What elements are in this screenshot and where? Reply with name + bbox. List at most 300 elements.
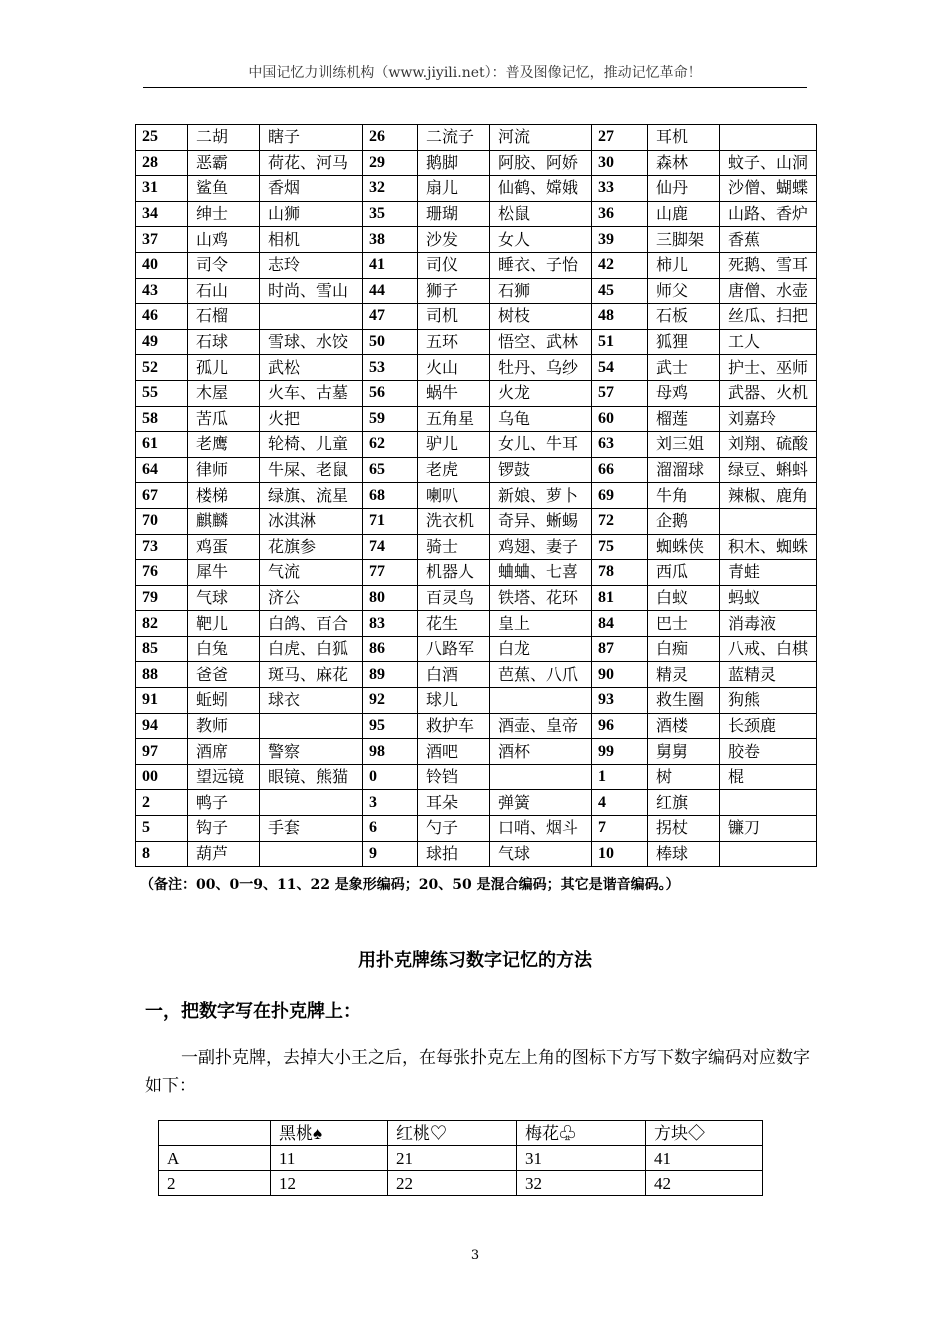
code-word-cell: 气流 xyxy=(260,560,363,586)
code-number-cell: 33 xyxy=(592,176,648,202)
code-word-cell: 五角星 xyxy=(418,406,490,432)
code-word-cell: 火龙 xyxy=(490,380,592,406)
code-word-cell xyxy=(720,790,817,816)
code-word-cell: 酒壶、皇帝 xyxy=(490,713,592,739)
code-word-cell xyxy=(720,508,817,534)
code-word-cell: 企鹅 xyxy=(648,508,720,534)
code-word-cell: 钩子 xyxy=(188,816,260,842)
code-word-cell xyxy=(260,841,363,867)
code-word-cell: 铃铛 xyxy=(418,764,490,790)
code-number-cell: 1 xyxy=(592,764,648,790)
code-word-cell: 巴士 xyxy=(648,611,720,637)
card-rank-cell: 2 xyxy=(159,1171,271,1196)
code-word-cell xyxy=(260,790,363,816)
code-number-cell: 49 xyxy=(136,329,188,355)
code-number-cell: 78 xyxy=(592,560,648,586)
card-number-table xyxy=(158,1120,763,1196)
code-word-cell: 火山 xyxy=(418,355,490,381)
code-number-cell: 27 xyxy=(592,125,648,151)
code-number-cell: 94 xyxy=(136,713,188,739)
code-word-cell: 恶霸 xyxy=(188,150,260,176)
code-number-cell: 8 xyxy=(136,841,188,867)
code-word-cell: 爸爸 xyxy=(188,662,260,688)
code-word-cell: 轮椅、儿童 xyxy=(260,432,363,458)
code-number-cell: 82 xyxy=(136,611,188,637)
code-word-cell: 勺子 xyxy=(418,816,490,842)
suit-header-cell: 黑桃♠ xyxy=(271,1121,388,1146)
code-word-cell: 救护车 xyxy=(418,713,490,739)
table-header-row xyxy=(159,1121,763,1146)
code-word-cell: 鸡翅、妻子 xyxy=(490,534,592,560)
code-number-cell: 5 xyxy=(136,816,188,842)
code-number-cell: 81 xyxy=(592,585,648,611)
code-word-cell: 山路、香炉 xyxy=(720,201,817,227)
code-word-cell: 球衣 xyxy=(260,688,363,714)
table-row xyxy=(136,636,817,662)
code-word-cell: 狮子 xyxy=(418,278,490,304)
code-number-cell: 40 xyxy=(136,252,188,278)
code-number-cell: 37 xyxy=(136,227,188,253)
table-row xyxy=(136,764,817,790)
code-word-cell: 长颈鹿 xyxy=(720,713,817,739)
code-word-cell: 奇异、蜥蜴 xyxy=(490,508,592,534)
code-word-cell: 锣鼓 xyxy=(490,457,592,483)
table-row xyxy=(136,534,817,560)
code-word-cell: 睡衣、子怡 xyxy=(490,252,592,278)
code-number-cell: 54 xyxy=(592,355,648,381)
section-title: 用扑克牌练习数字记忆的方法 xyxy=(358,950,592,971)
table-row xyxy=(136,611,817,637)
code-number-cell: 71 xyxy=(363,508,418,534)
code-word-cell: 乌龟 xyxy=(490,406,592,432)
code-number-cell: 32 xyxy=(363,176,418,202)
code-word-cell: 胶卷 xyxy=(720,739,817,765)
code-word-cell: 石狮 xyxy=(490,278,592,304)
number-code-table xyxy=(135,124,817,867)
code-word-cell: 珊瑚 xyxy=(418,201,490,227)
code-word-cell: 武松 xyxy=(260,355,363,381)
code-number-cell: 25 xyxy=(136,125,188,151)
code-number-cell: 59 xyxy=(363,406,418,432)
code-word-cell: 石山 xyxy=(188,278,260,304)
code-word-cell: 司令 xyxy=(188,252,260,278)
card-number-cell: 32 xyxy=(517,1171,646,1196)
code-word-cell: 红旗 xyxy=(648,790,720,816)
code-word-cell: 森林 xyxy=(648,150,720,176)
code-word-cell: 酒楼 xyxy=(648,713,720,739)
code-word-cell: 弹簧 xyxy=(490,790,592,816)
code-word-cell: 树枝 xyxy=(490,304,592,330)
code-word-cell: 老鹰 xyxy=(188,432,260,458)
code-word-cell: 蓝精灵 xyxy=(720,662,817,688)
card-number-cell: 21 xyxy=(388,1146,517,1171)
code-word-cell: 狗熊 xyxy=(720,688,817,714)
code-word-cell: 悟空、武林 xyxy=(490,329,592,355)
table-row xyxy=(136,329,817,355)
code-number-cell: 47 xyxy=(363,304,418,330)
card-number-cell: 22 xyxy=(388,1171,517,1196)
code-number-cell: 80 xyxy=(363,585,418,611)
code-word-cell xyxy=(490,764,592,790)
intro-paragraph: 一副扑克牌，去掉大小王之后，在每张扑克左上角的图标下方写下数字编码对应数字如下： xyxy=(145,1048,810,1096)
table-row xyxy=(136,841,817,867)
code-word-cell: 蚂蚁 xyxy=(720,585,817,611)
code-number-cell: 66 xyxy=(592,457,648,483)
card-number-cell: 31 xyxy=(517,1146,646,1171)
code-word-cell: 香烟 xyxy=(260,176,363,202)
code-word-cell: 驴儿 xyxy=(418,432,490,458)
card-number-table-body xyxy=(159,1121,763,1196)
code-word-cell: 护士、巫师 xyxy=(720,355,817,381)
code-word-cell: 荷花、河马 xyxy=(260,150,363,176)
code-word-cell: 白酒 xyxy=(418,662,490,688)
code-number-cell: 41 xyxy=(363,252,418,278)
code-word-cell: 蜗牛 xyxy=(418,380,490,406)
code-word-cell: 气球 xyxy=(490,841,592,867)
code-number-cell: 34 xyxy=(136,201,188,227)
page-number: 3 xyxy=(470,1248,480,1263)
code-word-cell: 棒球 xyxy=(648,841,720,867)
code-word-cell: 丝瓜、扫把 xyxy=(720,304,817,330)
code-word-cell: 司机 xyxy=(418,304,490,330)
suit-header-cell: 方块◇ xyxy=(646,1121,763,1146)
code-number-cell: 99 xyxy=(592,739,648,765)
code-word-cell: 白痴 xyxy=(648,636,720,662)
table-row xyxy=(136,304,817,330)
code-word-cell: 蚊子、山洞 xyxy=(720,150,817,176)
code-word-cell: 志玲 xyxy=(260,252,363,278)
table-row xyxy=(136,150,817,176)
code-word-cell xyxy=(720,125,817,151)
code-word-cell: 手套 xyxy=(260,816,363,842)
code-word-cell xyxy=(260,304,363,330)
suit-header-cell: 梅花♧ xyxy=(517,1121,646,1146)
table-row xyxy=(136,380,817,406)
code-word-cell: 骑士 xyxy=(418,534,490,560)
code-number-cell: 61 xyxy=(136,432,188,458)
suit-header-cell xyxy=(159,1121,271,1146)
code-word-cell: 花生 xyxy=(418,611,490,637)
code-number-cell: 93 xyxy=(592,688,648,714)
code-number-cell: 70 xyxy=(136,508,188,534)
code-word-cell: 精灵 xyxy=(648,662,720,688)
code-word-cell: 警察 xyxy=(260,739,363,765)
code-word-cell: 口哨、烟斗 xyxy=(490,816,592,842)
table-row xyxy=(136,432,817,458)
code-word-cell: 靶儿 xyxy=(188,611,260,637)
code-word-cell: 山鸡 xyxy=(188,227,260,253)
code-word-cell: 芭蕉、八爪 xyxy=(490,662,592,688)
code-word-cell: 河流 xyxy=(490,125,592,151)
code-word-cell: 酒席 xyxy=(188,739,260,765)
code-word-cell: 舅舅 xyxy=(648,739,720,765)
code-word-cell: 喇叭 xyxy=(418,483,490,509)
table-row xyxy=(159,1171,763,1196)
code-word-cell: 鸡蛋 xyxy=(188,534,260,560)
code-word-cell: 沙发 xyxy=(418,227,490,253)
code-number-cell: 48 xyxy=(592,304,648,330)
table-row xyxy=(136,713,817,739)
code-word-cell: 沙僧、蝴蝶 xyxy=(720,176,817,202)
code-word-cell: 白鸽、百合 xyxy=(260,611,363,637)
code-number-cell: 92 xyxy=(363,688,418,714)
table-row xyxy=(136,355,817,381)
table-row xyxy=(136,585,817,611)
table-row xyxy=(136,688,817,714)
table-row xyxy=(136,278,817,304)
code-word-cell: 鲨鱼 xyxy=(188,176,260,202)
code-number-cell: 29 xyxy=(363,150,418,176)
code-word-cell: 女儿、牛耳 xyxy=(490,432,592,458)
code-word-cell: 镰刀 xyxy=(720,816,817,842)
code-number-cell: 52 xyxy=(136,355,188,381)
code-number-cell: 45 xyxy=(592,278,648,304)
code-word-cell: 犀牛 xyxy=(188,560,260,586)
code-word-cell: 石榴 xyxy=(188,304,260,330)
table-row xyxy=(136,252,817,278)
code-number-cell: 72 xyxy=(592,508,648,534)
code-number-cell: 9 xyxy=(363,841,418,867)
code-word-cell: 狐狸 xyxy=(648,329,720,355)
code-word-cell: 救生圈 xyxy=(648,688,720,714)
code-word-cell: 冰淇淋 xyxy=(260,508,363,534)
code-number-cell: 58 xyxy=(136,406,188,432)
code-number-cell: 60 xyxy=(592,406,648,432)
code-number-cell: 77 xyxy=(363,560,418,586)
code-word-cell: 铁塔、花环 xyxy=(490,585,592,611)
code-word-cell: 新娘、萝卜 xyxy=(490,483,592,509)
code-number-cell: 42 xyxy=(592,252,648,278)
code-number-cell: 85 xyxy=(136,636,188,662)
code-word-cell: 酒吧 xyxy=(418,739,490,765)
card-number-cell: 42 xyxy=(646,1171,763,1196)
code-word-cell: 司仪 xyxy=(418,252,490,278)
code-number-cell: 6 xyxy=(363,816,418,842)
code-word-cell: 柿儿 xyxy=(648,252,720,278)
table-row xyxy=(136,176,817,202)
code-number-cell: 39 xyxy=(592,227,648,253)
code-number-cell: 57 xyxy=(592,380,648,406)
code-word-cell: 棍 xyxy=(720,764,817,790)
code-word-cell: 葫芦 xyxy=(188,841,260,867)
code-word-cell: 拐杖 xyxy=(648,816,720,842)
table-row xyxy=(136,227,817,253)
code-number-cell: 36 xyxy=(592,201,648,227)
code-word-cell: 仙鹤、嫦娥 xyxy=(490,176,592,202)
code-number-cell: 00 xyxy=(136,764,188,790)
code-word-cell: 绿豆、蝌蚪 xyxy=(720,457,817,483)
code-number-cell: 90 xyxy=(592,662,648,688)
code-word-cell: 瞎子 xyxy=(260,125,363,151)
table-row xyxy=(136,662,817,688)
code-word-cell: 绅士 xyxy=(188,201,260,227)
code-word-cell: 气球 xyxy=(188,585,260,611)
code-number-cell: 74 xyxy=(363,534,418,560)
code-word-cell: 石球 xyxy=(188,329,260,355)
code-word-cell: 武士 xyxy=(648,355,720,381)
code-word-cell: 牛屎、老鼠 xyxy=(260,457,363,483)
code-word-cell: 工人 xyxy=(720,329,817,355)
code-word-cell: 武器、火机 xyxy=(720,380,817,406)
code-number-cell: 95 xyxy=(363,713,418,739)
code-word-cell xyxy=(720,841,817,867)
code-word-cell: 母鸡 xyxy=(648,380,720,406)
code-note: （备注：00、0一9、11、22 是象形编码；20、50 是混合编码；其它是谐音编码。） xyxy=(140,877,680,893)
code-number-cell: 31 xyxy=(136,176,188,202)
code-number-cell: 65 xyxy=(363,457,418,483)
code-word-cell: 球儿 xyxy=(418,688,490,714)
table-row xyxy=(136,816,817,842)
code-number-cell: 68 xyxy=(363,483,418,509)
code-number-cell: 53 xyxy=(363,355,418,381)
code-word-cell: 山狮 xyxy=(260,201,363,227)
code-number-cell: 51 xyxy=(592,329,648,355)
code-word-cell: 酒杯 xyxy=(490,739,592,765)
page-header: 中国记忆力训练机构（www.jiyili.net）：普及图像记忆，推动记忆革命！ xyxy=(143,62,807,88)
code-word-cell xyxy=(260,713,363,739)
code-word-cell: 溜溜球 xyxy=(648,457,720,483)
code-word-cell: 白蚁 xyxy=(648,585,720,611)
code-number-cell: 63 xyxy=(592,432,648,458)
code-word-cell: 鹅脚 xyxy=(418,150,490,176)
code-word-cell: 律师 xyxy=(188,457,260,483)
table-row xyxy=(136,406,817,432)
code-word-cell: 榴莲 xyxy=(648,406,720,432)
code-word-cell: 石板 xyxy=(648,304,720,330)
code-word-cell: 唐僧、水壶 xyxy=(720,278,817,304)
code-word-cell: 花旗参 xyxy=(260,534,363,560)
code-word-cell: 火把 xyxy=(260,406,363,432)
code-number-cell: 83 xyxy=(363,611,418,637)
suit-header-cell: 红桃♡ xyxy=(388,1121,517,1146)
table-row xyxy=(136,483,817,509)
code-word-cell: 苦瓜 xyxy=(188,406,260,432)
table-row xyxy=(136,508,817,534)
code-word-cell: 楼梯 xyxy=(188,483,260,509)
code-number-cell: 46 xyxy=(136,304,188,330)
code-word-cell: 白兔 xyxy=(188,636,260,662)
code-word-cell: 三脚架 xyxy=(648,227,720,253)
table-row xyxy=(136,739,817,765)
code-number-cell: 10 xyxy=(592,841,648,867)
code-word-cell: 老虎 xyxy=(418,457,490,483)
code-number-cell: 28 xyxy=(136,150,188,176)
table-row xyxy=(136,125,817,151)
code-number-cell: 87 xyxy=(592,636,648,662)
code-word-cell: 西瓜 xyxy=(648,560,720,586)
code-word-cell: 皇上 xyxy=(490,611,592,637)
code-number-cell: 97 xyxy=(136,739,188,765)
code-word-cell: 刘三姐 xyxy=(648,432,720,458)
code-number-cell: 91 xyxy=(136,688,188,714)
code-word-cell: 死鹅、雪耳 xyxy=(720,252,817,278)
code-number-cell: 96 xyxy=(592,713,648,739)
code-word-cell: 火车、古墓 xyxy=(260,380,363,406)
code-word-cell: 斑马、麻花 xyxy=(260,662,363,688)
code-word-cell: 牛角 xyxy=(648,483,720,509)
code-word-cell: 山鹿 xyxy=(648,201,720,227)
code-word-cell: 木屋 xyxy=(188,380,260,406)
code-word-cell: 鸭子 xyxy=(188,790,260,816)
code-word-cell: 蜘蛛侠 xyxy=(648,534,720,560)
code-word-cell: 机器人 xyxy=(418,560,490,586)
code-number-cell: 0 xyxy=(363,764,418,790)
code-word-cell: 球拍 xyxy=(418,841,490,867)
code-number-cell: 56 xyxy=(363,380,418,406)
code-word-cell: 白虎、白狐 xyxy=(260,636,363,662)
code-number-cell: 50 xyxy=(363,329,418,355)
subheading: 一，把数字写在扑克牌上： xyxy=(145,1001,361,1022)
code-number-cell: 75 xyxy=(592,534,648,560)
table-row xyxy=(136,560,817,586)
card-rank-cell: A xyxy=(159,1146,271,1171)
code-word-cell: 刘嘉玲 xyxy=(720,406,817,432)
code-number-cell: 67 xyxy=(136,483,188,509)
code-word-cell: 师父 xyxy=(648,278,720,304)
table-row xyxy=(136,201,817,227)
code-word-cell: 望远镜 xyxy=(188,764,260,790)
code-number-cell: 98 xyxy=(363,739,418,765)
code-number-cell: 44 xyxy=(363,278,418,304)
code-word-cell: 消毒液 xyxy=(720,611,817,637)
code-number-cell: 7 xyxy=(592,816,648,842)
code-word-cell: 蚯蚓 xyxy=(188,688,260,714)
code-number-cell: 73 xyxy=(136,534,188,560)
code-word-cell: 女人 xyxy=(490,227,592,253)
code-number-cell: 43 xyxy=(136,278,188,304)
code-number-cell: 86 xyxy=(363,636,418,662)
code-word-cell: 仙丹 xyxy=(648,176,720,202)
code-word-cell: 济公 xyxy=(260,585,363,611)
code-number-cell: 3 xyxy=(363,790,418,816)
code-word-cell: 树 xyxy=(648,764,720,790)
table-row xyxy=(159,1146,763,1171)
code-number-cell: 30 xyxy=(592,150,648,176)
table-row xyxy=(136,457,817,483)
code-word-cell: 雪球、水饺 xyxy=(260,329,363,355)
code-word-cell: 青蛙 xyxy=(720,560,817,586)
code-word-cell: 眼镜、熊猫 xyxy=(260,764,363,790)
code-word-cell: 相机 xyxy=(260,227,363,253)
code-number-cell: 26 xyxy=(363,125,418,151)
code-number-cell: 69 xyxy=(592,483,648,509)
code-number-cell: 62 xyxy=(363,432,418,458)
code-word-cell: 麒麟 xyxy=(188,508,260,534)
code-word-cell: 绿旗、流星 xyxy=(260,483,363,509)
code-number-cell: 79 xyxy=(136,585,188,611)
code-word-cell: 白龙 xyxy=(490,636,592,662)
code-word-cell: 阿胶、阿娇 xyxy=(490,150,592,176)
number-code-table-body xyxy=(136,125,817,867)
code-word-cell: 八路军 xyxy=(418,636,490,662)
code-number-cell: 55 xyxy=(136,380,188,406)
code-word-cell: 耳朵 xyxy=(418,790,490,816)
code-number-cell: 64 xyxy=(136,457,188,483)
table-row xyxy=(136,790,817,816)
code-word-cell: 耳机 xyxy=(648,125,720,151)
code-number-cell: 88 xyxy=(136,662,188,688)
code-number-cell: 2 xyxy=(136,790,188,816)
code-number-cell: 76 xyxy=(136,560,188,586)
code-word-cell: 五环 xyxy=(418,329,490,355)
code-word-cell: 扇儿 xyxy=(418,176,490,202)
code-word-cell: 八戒、白棋 xyxy=(720,636,817,662)
code-word-cell: 洗衣机 xyxy=(418,508,490,534)
code-number-cell: 38 xyxy=(363,227,418,253)
code-word-cell: 百灵鸟 xyxy=(418,585,490,611)
code-word-cell: 二胡 xyxy=(188,125,260,151)
code-word-cell: 刘翔、硫酸 xyxy=(720,432,817,458)
